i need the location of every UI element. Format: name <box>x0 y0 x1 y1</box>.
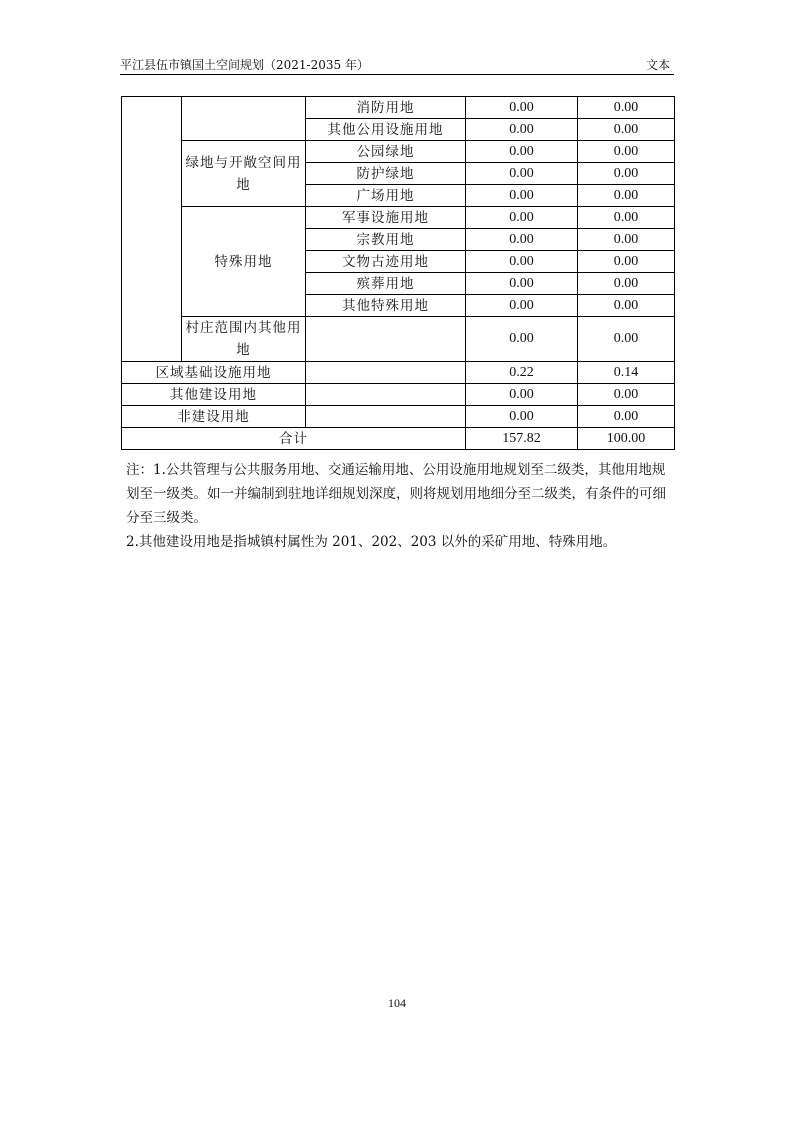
area-cell: 0.00 <box>466 163 578 185</box>
total-row <box>122 428 675 450</box>
percent-cell: 0.00 <box>578 406 675 428</box>
blank-level3-cell <box>306 317 466 362</box>
level3-cell: 军事设施用地 <box>306 207 466 229</box>
level3-cell: 公园绿地 <box>306 141 466 163</box>
table-row <box>122 141 675 163</box>
document-type: 文本 <box>645 58 670 72</box>
level3-cell: 消防用地 <box>306 97 466 119</box>
area-cell: 0.00 <box>466 295 578 317</box>
area-cell: 0.00 <box>466 384 578 406</box>
blank-level3-cell <box>306 384 466 406</box>
percent-cell: 0.00 <box>578 229 675 251</box>
area-cell: 0.00 <box>466 406 578 428</box>
area-cell: 0.00 <box>466 229 578 251</box>
area-cell: 0.00 <box>466 185 578 207</box>
note-2: 2.其他建设用地是指城镇村属性为 201、202、203 以外的采矿用地、特殊用地。 <box>126 534 617 550</box>
percent-cell: 0.00 <box>578 141 675 163</box>
level1-cell: 其他建设用地 <box>122 384 306 406</box>
percent-cell: 0.00 <box>578 384 675 406</box>
area-cell: 0.00 <box>466 251 578 273</box>
percent-cell: 0.00 <box>578 317 675 362</box>
total-label: 合计 <box>122 428 466 450</box>
total-area: 157.82 <box>466 428 578 450</box>
land-use-table <box>121 96 675 450</box>
table-row <box>122 97 675 119</box>
area-cell: 0.00 <box>466 119 578 141</box>
table-row <box>122 207 675 229</box>
percent-cell: 0.00 <box>578 185 675 207</box>
level1-cell: 区域基础设施用地 <box>122 362 306 384</box>
percent-cell: 0.00 <box>578 295 675 317</box>
table-row <box>122 317 675 362</box>
level3-cell: 文物古迹用地 <box>306 251 466 273</box>
page-number: 104 <box>388 996 406 1010</box>
level3-cell: 防护绿地 <box>306 163 466 185</box>
document-title: 平江县伍市镇国土空间规划（2021-2035 年） <box>120 58 369 72</box>
blank-level3-cell <box>306 406 466 428</box>
total-percent: 100.00 <box>578 428 675 450</box>
blank-level3-cell <box>306 362 466 384</box>
area-cell: 0.00 <box>466 97 578 119</box>
level3-cell: 其他公用设施用地 <box>306 119 466 141</box>
table-row <box>122 384 675 406</box>
level1-cell: 非建设用地 <box>122 406 306 428</box>
percent-cell: 0.00 <box>578 251 675 273</box>
table-notes <box>126 458 666 554</box>
level2-cell: 绿地与开敞空间用地 <box>182 141 306 207</box>
percent-cell: 0.00 <box>578 273 675 295</box>
percent-cell: 0.00 <box>578 163 675 185</box>
level2-cell: 村庄范围内其他用地 <box>182 317 306 362</box>
level3-cell: 广场用地 <box>306 185 466 207</box>
area-cell: 0.00 <box>466 141 578 163</box>
percent-cell: 0.00 <box>578 119 675 141</box>
table-row <box>122 406 675 428</box>
level3-cell: 殡葬用地 <box>306 273 466 295</box>
blank-level2-cell <box>182 97 306 141</box>
level3-cell: 宗教用地 <box>306 229 466 251</box>
table-row <box>122 362 675 384</box>
level3-cell: 其他特殊用地 <box>306 295 466 317</box>
area-cell: 0.00 <box>466 317 578 362</box>
percent-cell: 0.14 <box>578 362 675 384</box>
level2-cell: 特殊用地 <box>182 207 306 317</box>
percent-cell: 0.00 <box>578 207 675 229</box>
page-header <box>120 52 674 75</box>
area-cell: 0.22 <box>466 362 578 384</box>
percent-cell: 0.00 <box>578 97 675 119</box>
area-cell: 0.00 <box>466 273 578 295</box>
note-1: 注：1.公共管理与公共服务用地、交通运输用地、公用设施用地规划至二级类，其他用地规划至一级类。如一并编制到驻地详细规划深度，则将规划用地细分至二级类，有条件的可细分至三级类。 <box>126 462 666 526</box>
area-cell: 0.00 <box>466 207 578 229</box>
blank-level1-cell <box>122 97 182 362</box>
